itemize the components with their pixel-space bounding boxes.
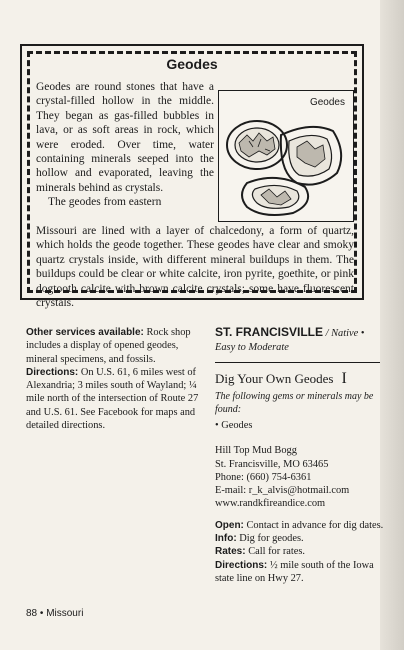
right-column <box>215 325 385 585</box>
geodes-drawing <box>219 91 355 223</box>
other-services <box>26 326 201 366</box>
right-directions-label: Directions: <box>215 559 268 571</box>
geodes-illustration <box>218 90 354 222</box>
geodes-sidebar <box>20 44 364 310</box>
footer-bullet: • <box>37 608 47 619</box>
address-city: St. Francisville, MO 63465 <box>215 458 329 470</box>
sidebar-title: Geodes <box>166 56 218 72</box>
open-info <box>215 519 385 532</box>
location-heading <box>215 325 385 355</box>
directions-text: On U.S. 61, 6 miles west of Alexandria; 3 miles south of Wayland; ¼ mile north of the intersection of Route 27 and U.S. 61. See Facebook for maps and detailed directions. <box>26 366 199 432</box>
site-title-text: Dig Your Own Geodes <box>215 371 334 386</box>
footer-state: Missouri <box>46 608 84 619</box>
page-number: 88 <box>26 608 38 619</box>
found-item: • Geodes <box>215 420 253 431</box>
rates-info <box>215 545 385 558</box>
info-text: Dig for geodes. <box>239 533 304 545</box>
address-phone: Phone: (660) 754-6361 <box>215 471 312 483</box>
directions <box>26 366 201 432</box>
directions-label: Directions: <box>26 366 79 378</box>
address-name: Hill Top Mud Bogg <box>215 445 297 457</box>
site-type: Native <box>331 328 359 339</box>
sidebar-text-upper <box>36 80 214 210</box>
sidebar-paragraph-2-start: The geodes from eastern <box>48 196 162 209</box>
info-info <box>215 532 385 545</box>
location-separator: / <box>323 328 332 339</box>
right-directions-text: ½ mile south of the Iowa state line on Hwy 27. <box>215 559 374 584</box>
address-web: www.randkfireandice.com <box>215 498 326 510</box>
illustration-caption: Geodes <box>309 97 345 108</box>
info-label: Info: <box>215 533 237 545</box>
address-email: E-mail: r_k_alvis@hotmail.com <box>215 485 350 497</box>
site-title <box>215 371 385 387</box>
open-label: Open: <box>215 519 244 531</box>
page-footer <box>26 608 83 619</box>
other-services-text: Rock shop includes a display of opened geodes, mineral specimens, and fossils. <box>26 327 191 365</box>
sidebar-paragraph-2-rest: Missouri are lined with a layer of chalcedony, a form of quartz, which holds the geode together. These geodes have clear and smoky quartz crystals inside, with different mineral buildups in them. The buildups could be clear or white calcite, iron pyrite, goethite, or pink dogtooth calcite with brown calcite crystals; some have fluorescent crystals. <box>36 225 354 310</box>
sidebar-paragraph-1: Geodes are round stones that have a crystal-filled hollow in the middle. They began as gas-filled bubbles in lava, or as soft areas in rock, which were eroded. Over time, water containing minerals seeped into the hollow and evaporated, leaving the minerals behind as crystals. <box>36 81 214 194</box>
type-dot: • <box>358 328 365 339</box>
difficulty: Easy to Moderate <box>215 342 289 353</box>
directions-info <box>215 559 385 586</box>
text-cursor-icon: I <box>341 370 347 387</box>
other-services-label: Other services available: <box>26 327 144 338</box>
rates-label: Rates: <box>215 546 246 558</box>
section-divider <box>215 362 380 363</box>
rates-text: Call for rates. <box>248 546 306 558</box>
location-name: ST. FRANCISVILLE <box>215 325 324 339</box>
open-text: Contact in advance for dig dates. <box>246 519 384 531</box>
left-column <box>26 326 201 432</box>
found-label: The following gems or minerals may be found: <box>215 391 374 415</box>
